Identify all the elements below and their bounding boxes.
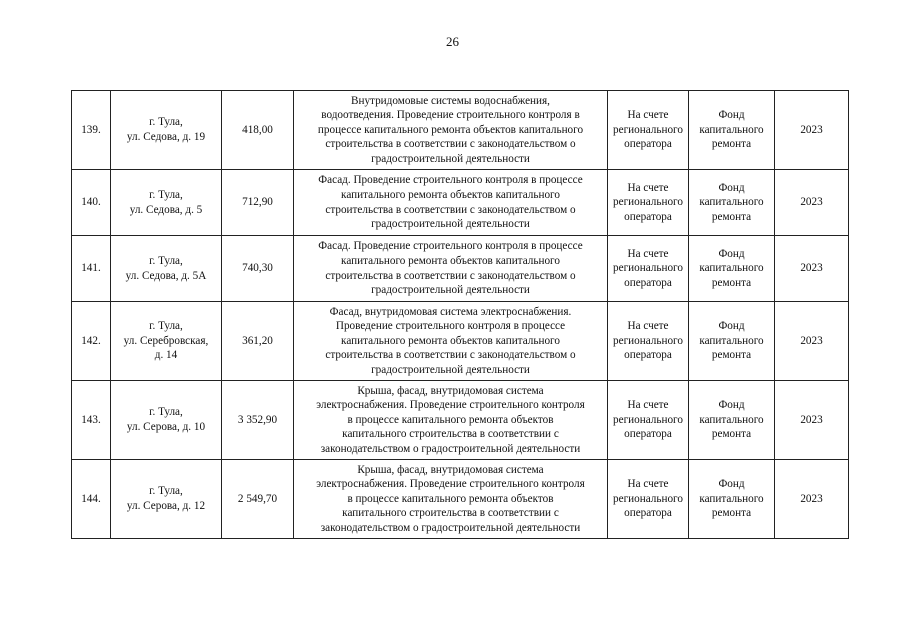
address-line: ул. Серебровская, <box>123 334 209 347</box>
account-cell <box>608 381 689 460</box>
address-cell <box>111 381 222 460</box>
address-line: г. Тула, <box>149 485 183 498</box>
row-number-cell: 142. <box>72 302 111 381</box>
source-line: капитального <box>699 492 764 505</box>
account-line: оператора <box>624 138 672 151</box>
year-cell: 2023 <box>775 302 849 381</box>
address-line: д. 14 <box>154 349 178 362</box>
description-line: строительства в соответствии с законодательством о <box>325 269 576 282</box>
amount-cell: 3 352,90 <box>222 381 294 460</box>
row-number-cell: 144. <box>72 460 111 539</box>
source-line: Фонд <box>718 109 745 122</box>
account-cell <box>608 460 689 539</box>
description-line: Фасад. Проведение строительного контроля в процессе <box>318 240 583 253</box>
address-line: г. Тула, <box>149 188 183 201</box>
year-cell: 2023 <box>775 381 849 460</box>
year-cell: 2023 <box>775 236 849 302</box>
source-line: капитального <box>699 413 764 426</box>
description-line: Крыша, фасад, внутридомовая система <box>357 384 544 397</box>
account-cell <box>608 170 689 236</box>
amount-cell: 361,20 <box>222 302 294 381</box>
page-number: 26 <box>446 34 459 49</box>
source-line: ремонта <box>711 210 752 223</box>
address-cell <box>111 170 222 236</box>
address-cell <box>111 302 222 381</box>
description-line: законодательством о градостроительной деятельности <box>320 442 581 455</box>
account-cell <box>608 302 689 381</box>
source-line: капитального <box>699 334 764 347</box>
source-line: Фонд <box>718 399 745 412</box>
funding-source-cell <box>689 302 775 381</box>
description-line: электроснабжения. Проведение строительного контроля <box>316 399 585 412</box>
table-row <box>72 236 849 302</box>
account-line: оператора <box>624 428 672 441</box>
account-cell <box>608 91 689 170</box>
source-line: капитального <box>699 123 764 136</box>
account-line: регионального <box>613 262 683 275</box>
amount-cell: 712,90 <box>222 170 294 236</box>
description-line: Крыша, фасад, внутридомовая система <box>357 463 544 476</box>
description-line: градостроительной деятельности <box>371 284 530 297</box>
source-line: ремонта <box>711 349 752 362</box>
account-line: На счете <box>627 399 669 412</box>
account-line: На счете <box>627 320 669 333</box>
address-line: г. Тула, <box>149 320 183 333</box>
description-line: капитального ремонта объектов капитального <box>341 254 560 267</box>
source-line: ремонта <box>711 276 752 289</box>
account-line: На счете <box>627 247 669 260</box>
account-line: регионального <box>613 413 683 426</box>
funding-source-cell <box>689 460 775 539</box>
amount-cell: 740,30 <box>222 236 294 302</box>
description-line: Внутридомовые системы водоснабжения, <box>351 94 550 107</box>
address-line: ул. Седова, д. 5А <box>125 269 207 282</box>
account-line: На счете <box>627 478 669 491</box>
row-number-cell: 139. <box>72 91 111 170</box>
description-line: Фасад. Проведение строительного контроля в процессе <box>318 174 583 187</box>
table-body <box>72 91 849 539</box>
address-cell <box>111 236 222 302</box>
account-line: оператора <box>624 507 672 520</box>
account-line: регионального <box>613 334 683 347</box>
description-line: градостроительной деятельности <box>371 218 530 231</box>
description-line: градостроительной деятельности <box>371 363 530 376</box>
address-cell <box>111 460 222 539</box>
work-description-cell <box>294 381 608 460</box>
address-line: г. Тула, <box>149 116 183 129</box>
address-line: ул. Седова, д. 5 <box>129 203 203 216</box>
description-line: строительства в соответствии с законодательством о <box>325 349 576 362</box>
work-description-cell <box>294 302 608 381</box>
address-line: г. Тула, <box>149 254 183 267</box>
description-line: законодательством о градостроительной деятельности <box>320 521 581 534</box>
funding-source-cell <box>689 170 775 236</box>
description-line: капитального ремонта объектов капитального <box>341 188 560 201</box>
account-line: оператора <box>624 349 672 362</box>
address-cell <box>111 91 222 170</box>
description-line: строительства в соответствии с законодательством о <box>325 203 576 216</box>
address-line: г. Тула, <box>149 406 183 419</box>
description-line: в процессе капитального ремонта объектов <box>347 413 554 426</box>
table-row <box>72 381 849 460</box>
account-line: регионального <box>613 196 683 209</box>
work-description-cell <box>294 91 608 170</box>
description-line: строительства в соответствии с законодательством о <box>325 138 576 151</box>
work-description-cell <box>294 236 608 302</box>
source-line: Фонд <box>718 320 745 333</box>
description-line: капитального строительства в соответствии с <box>342 428 559 441</box>
account-line: оператора <box>624 276 672 289</box>
account-line: На счете <box>627 181 669 194</box>
row-number-cell: 140. <box>72 170 111 236</box>
source-line: Фонд <box>718 478 745 491</box>
funding-source-cell <box>689 381 775 460</box>
table-row <box>72 91 849 170</box>
amount-cell: 2 549,70 <box>222 460 294 539</box>
description-line: процессе капитального ремонта объектов капитального <box>317 123 584 136</box>
account-line: оператора <box>624 210 672 223</box>
work-description-cell <box>294 460 608 539</box>
year-cell: 2023 <box>775 170 849 236</box>
funding-source-cell <box>689 91 775 170</box>
source-line: ремонта <box>711 507 752 520</box>
description-line: капитального строительства в соответствии с <box>342 507 559 520</box>
source-line: Фонд <box>718 247 745 260</box>
description-line: водоотведения. Проведение строительного контроля в <box>321 109 580 122</box>
amount-cell: 418,00 <box>222 91 294 170</box>
account-cell <box>608 236 689 302</box>
account-line: регионального <box>613 492 683 505</box>
source-line: ремонта <box>711 428 752 441</box>
description-line: электроснабжения. Проведение строительного контроля <box>316 478 585 491</box>
source-line: капитального <box>699 196 764 209</box>
address-line: ул. Серова, д. 10 <box>126 421 206 433</box>
description-line: Фасад, внутридомовая система электроснабжения. <box>329 305 572 318</box>
table-row <box>72 460 849 539</box>
source-line: Фонд <box>718 181 745 194</box>
source-line: ремонта <box>711 138 752 151</box>
table-row <box>72 302 849 381</box>
description-line: капитального ремонта объектов капитального <box>341 334 560 347</box>
work-description-cell <box>294 170 608 236</box>
year-cell: 2023 <box>775 91 849 170</box>
row-number-cell: 141. <box>72 236 111 302</box>
table-row <box>72 170 849 236</box>
account-line: регионального <box>613 123 683 136</box>
description-line: в процессе капитального ремонта объектов <box>347 492 554 505</box>
account-line: На счете <box>627 109 669 122</box>
capital-repair-works-table <box>71 90 849 539</box>
source-line: капитального <box>699 262 764 275</box>
address-line: ул. Серова, д. 12 <box>126 500 206 512</box>
year-cell: 2023 <box>775 460 849 539</box>
description-line: Проведение строительного контроля в процессе <box>335 320 566 333</box>
funding-source-cell <box>689 236 775 302</box>
address-line: ул. Седова, д. 19 <box>126 131 206 143</box>
description-line: градостроительной деятельности <box>371 152 530 165</box>
row-number-cell: 143. <box>72 381 111 460</box>
